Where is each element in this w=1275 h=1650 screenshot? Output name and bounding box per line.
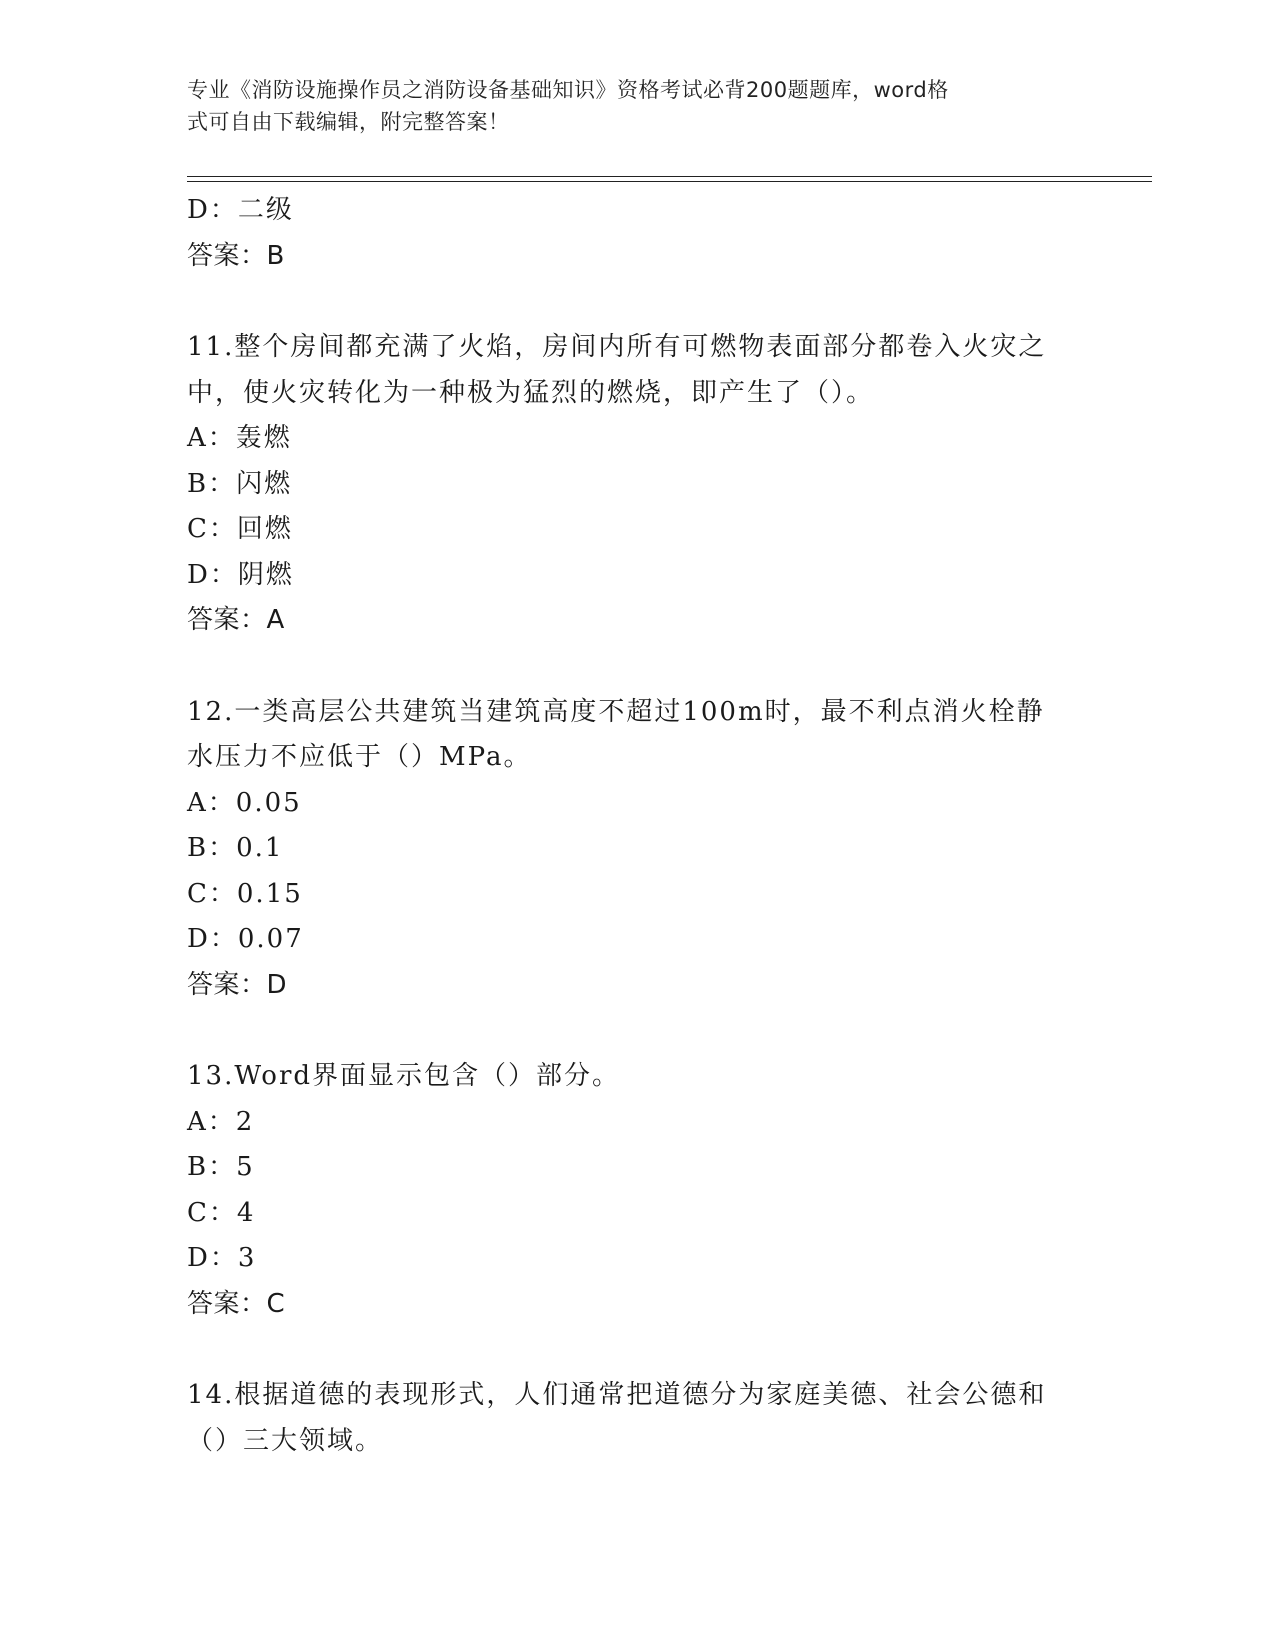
question-10-tail xyxy=(187,188,1087,279)
question-list xyxy=(187,188,1087,1464)
spacer xyxy=(187,1327,1087,1373)
option-d: D：3 xyxy=(187,1243,257,1273)
option-a: A：2 xyxy=(187,1106,255,1137)
question-stem-line: （）三大领域。 xyxy=(187,1425,384,1456)
spacer xyxy=(187,644,1087,690)
question-13 xyxy=(187,1054,1087,1327)
question-stem-line: 12.一类高层公共建筑当建筑高度不超过100m时，最不利点消火栓静 xyxy=(187,696,1045,727)
question-11 xyxy=(187,325,1087,644)
option-d: D：0.07 xyxy=(187,924,304,954)
question-stem-line: 11.整个房间都充满了火焰，房间内所有可燃物表面部分都卷入火灾之 xyxy=(187,332,1047,362)
header-divider-bottom xyxy=(187,181,1152,182)
header-line-1: 专业《消防设施操作员之消防设备基础知识》资格考试必背200题题库，word格 xyxy=(187,78,949,102)
answer: 答案：C xyxy=(187,1288,286,1319)
document-header xyxy=(187,74,1067,138)
option-d: D：二级 xyxy=(187,195,294,225)
answer: 答案：A xyxy=(187,605,285,635)
option-c: C：回燃 xyxy=(187,514,293,544)
option-b: B：0.1 xyxy=(187,833,284,863)
header-line-2: 式可自由下载编辑，附完整答案！ xyxy=(187,110,510,134)
header-divider-top xyxy=(187,176,1152,177)
option-b: B：5 xyxy=(187,1152,255,1182)
spacer xyxy=(187,1008,1087,1054)
question-stem-line: 13.Word界面显示包含（）部分。 xyxy=(187,1061,621,1091)
spacer xyxy=(187,279,1087,325)
question-stem-line: 中，使火灾转化为一种极为猛烈的燃烧，即产生了（）。 xyxy=(187,377,875,408)
option-c: C：4 xyxy=(187,1197,256,1228)
option-d: D：阴燃 xyxy=(187,559,294,590)
question-14 xyxy=(187,1373,1087,1464)
option-a: A：0.05 xyxy=(187,787,302,818)
question-12 xyxy=(187,690,1087,1009)
option-c: C：0.15 xyxy=(187,878,303,909)
option-b: B：闪燃 xyxy=(187,468,293,499)
answer: 答案：D xyxy=(187,969,288,1000)
answer: 答案：B xyxy=(187,240,285,271)
question-stem-line: 水压力不应低于（）MPa。 xyxy=(187,742,532,772)
option-a: A：轰燃 xyxy=(187,423,292,453)
question-stem-line: 14.根据道德的表现形式，人们通常把道德分为家庭美德、社会公德和 xyxy=(187,1380,1047,1410)
